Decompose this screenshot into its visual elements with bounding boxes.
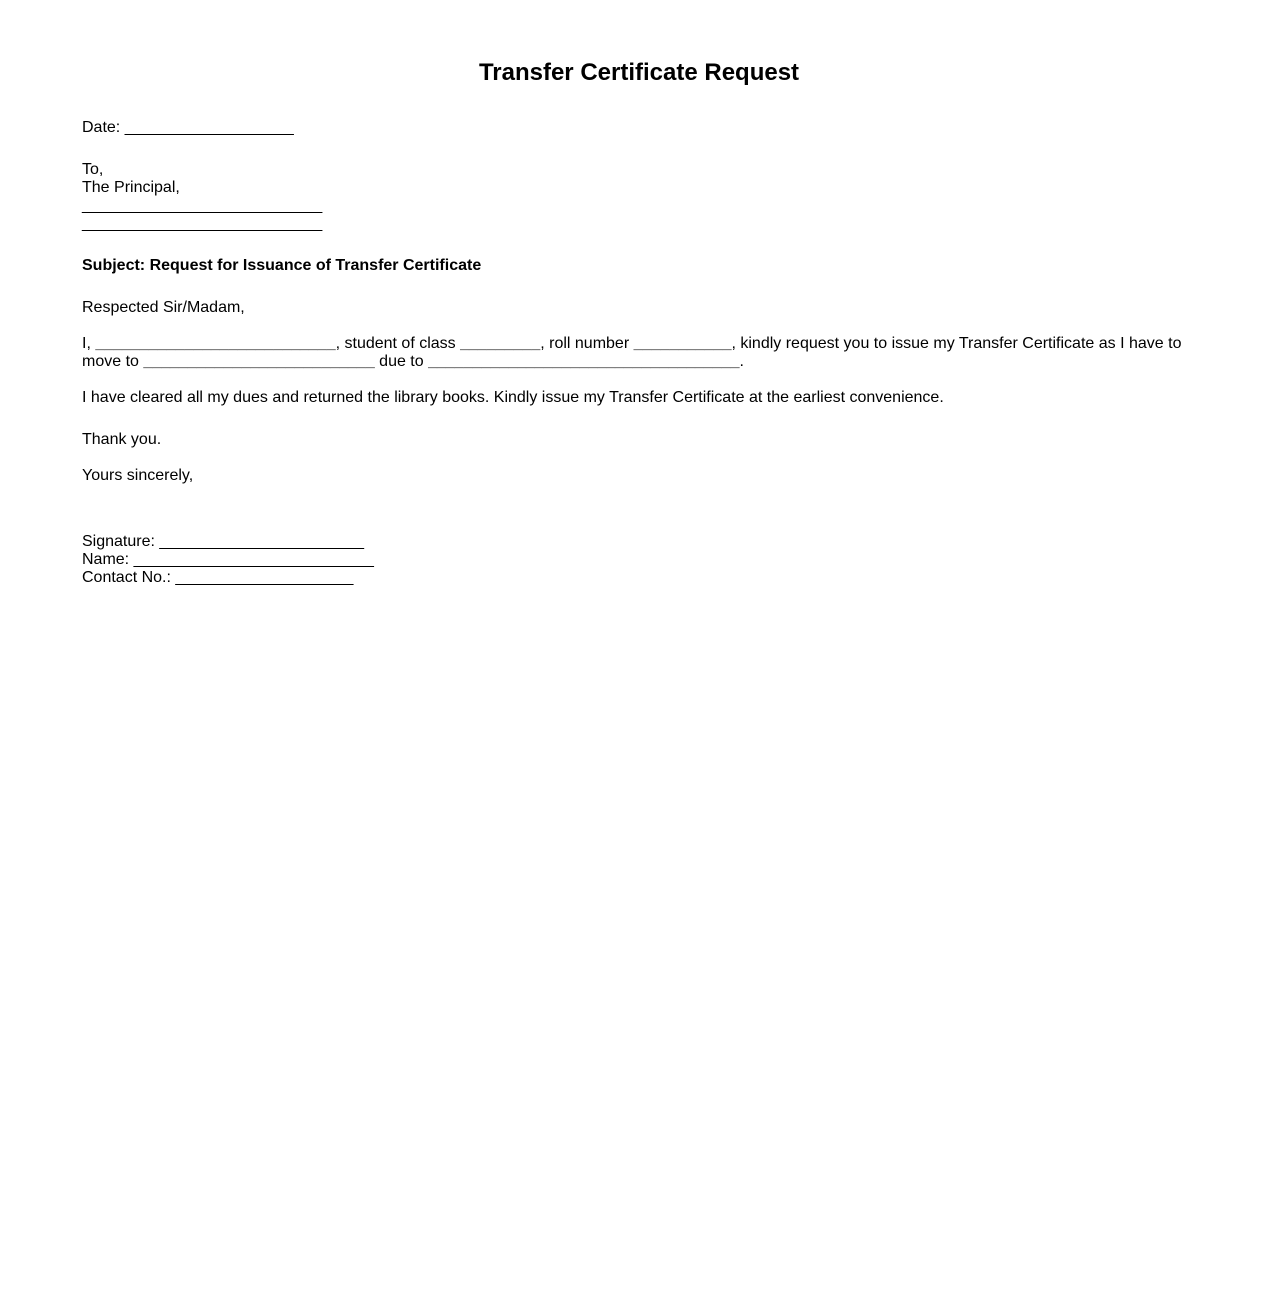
signature-line: [82, 533, 364, 551]
destination-blank: __________________________: [143, 353, 375, 370]
body-text: , kindly request you to issue my Transfer Certificate as I have to move to: [82, 335, 1182, 370]
name-line: [82, 551, 374, 569]
contact-blank: ____________________: [175, 569, 354, 586]
body-paragraph-1: [82, 335, 1192, 371]
signature-blank: _______________________: [159, 533, 365, 550]
salutation: Respected Sir/Madam,: [82, 299, 245, 316]
student-name-blank: ___________________________: [95, 335, 336, 352]
signature-label: Signature:: [82, 533, 155, 550]
contact-line: [82, 569, 353, 587]
body-text: , student of class: [335, 335, 461, 352]
date-blank: ___________________: [124, 119, 294, 136]
body-text: , roll number: [540, 335, 634, 352]
date-label: Date:: [82, 119, 121, 136]
address-recipient: The Principal,: [82, 179, 180, 196]
contact-label: Contact No.:: [82, 569, 171, 586]
thanks-line: Thank you.: [82, 431, 162, 448]
body-text: .: [739, 353, 744, 370]
document-title: Transfer Certificate Request: [478, 59, 800, 86]
body-paragraph-2: I have cleared all my dues and returned the library books. Kindly issue my Transfer Certificate at the earliest convenience.: [82, 389, 944, 406]
date-line: [82, 119, 294, 137]
name-blank: ___________________________: [133, 551, 374, 568]
reason-blank: ___________________________________: [428, 353, 740, 370]
closing-line: Yours sincerely,: [82, 467, 194, 484]
roll-number-blank: ___________: [633, 335, 732, 352]
class-blank: _________: [460, 335, 541, 352]
address-to: To,: [82, 161, 104, 178]
body-text: I,: [82, 335, 96, 352]
address-line-1: ___________________________: [82, 197, 323, 214]
body-text: due to: [374, 353, 429, 370]
address-line-2: ___________________________: [82, 215, 323, 232]
subject-line: Subject: Request for Issuance of Transfer Certificate: [82, 257, 482, 274]
name-label: Name:: [82, 551, 130, 568]
